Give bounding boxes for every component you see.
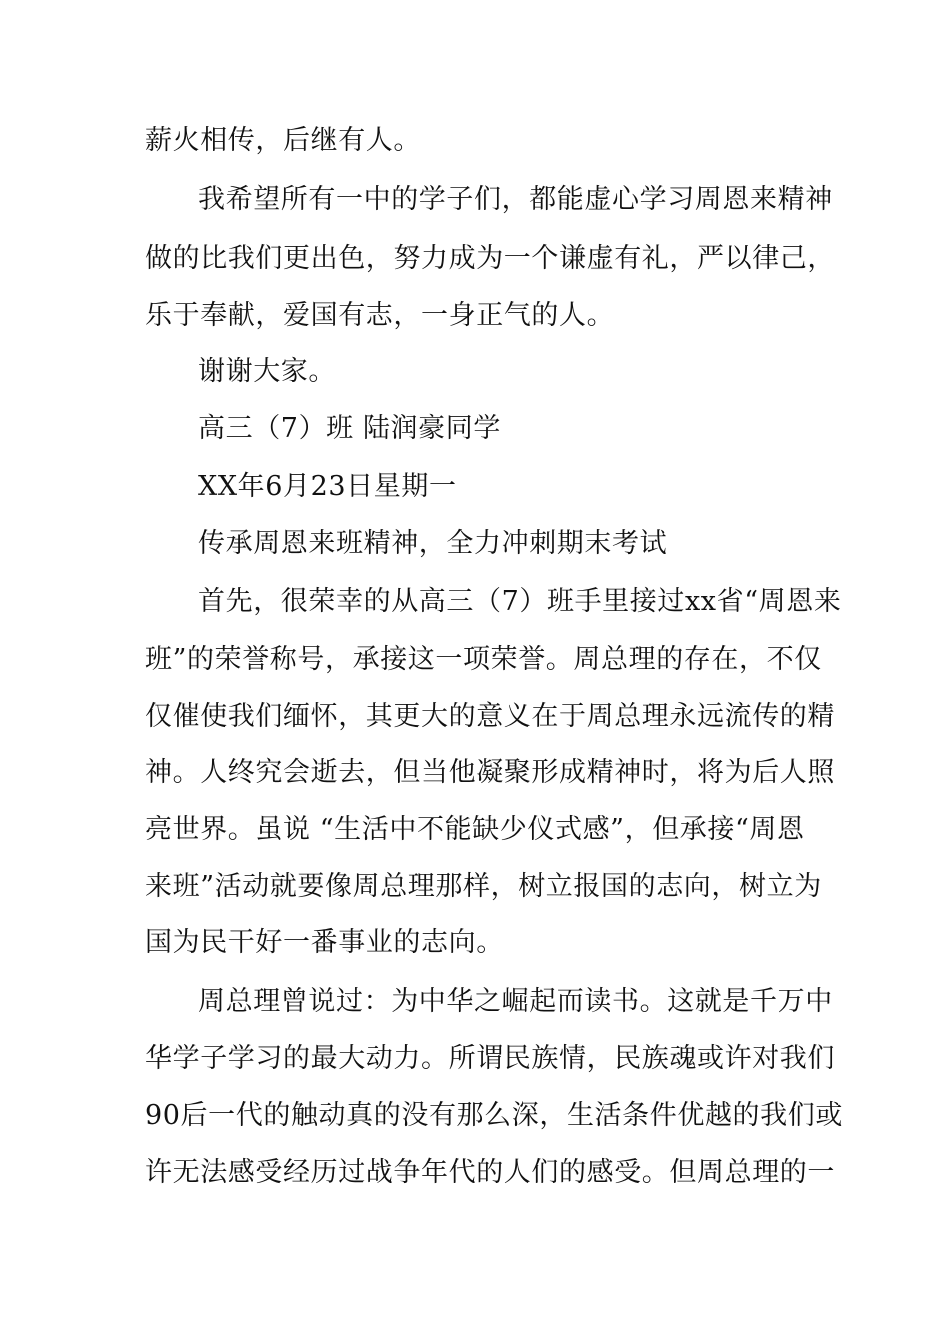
text-line: 高三（7）班 陆润豪同学 [198,413,501,444]
text-line: 做的比我们更出色，努力成为一个谦虚有礼，严以律己， [145,243,835,274]
text-line: 乐于奉献，爱国有志，一身正气的人。 [145,300,615,331]
text-line: 我希望所有一中的学子们，都能虚心学习周恩来精神 [198,184,833,215]
text-line: 来班”活动就要像周总理那样，树立报国的志向，树立为 [145,871,822,902]
text-line: 班”的荣誉称号，承接这一项荣誉。周总理的存在，不仅 [145,644,822,675]
text-line: 传承周恩来班精神，全力冲刺期末考试 [198,528,668,559]
text-line: 许无法感受经历过战争年代的人们的感受。但周总理的一 [145,1157,835,1188]
text-line: XX年6月23日星期一 [198,471,457,502]
text-line: 国为民干好一番事业的志向。 [145,927,504,958]
text-line: 首先，很荣幸的从高三（7）班手里接过xx省“周恩来 [198,586,842,617]
text-line: 华学子学习的最大动力。所谓民族情，民族魂或许对我们 [145,1043,835,1074]
text-line: 薪火相传，后继有人。 [145,125,421,156]
text-line: 周总理曾说过：为中华之崛起而读书。这就是千万中 [198,986,833,1017]
text-line: 亮世界。虽说 “生活中不能缺少仪式感”，但承接“周恩 [145,814,805,845]
text-line: 神。人终究会逝去，但当他凝聚形成精神时，将为后人照 [145,757,835,788]
text-line: 仅催使我们缅怀，其更大的意义在于周总理永远流传的精 [145,701,835,732]
text-line: 90后一代的触动真的没有那么深，生活条件优越的我们或 [145,1100,843,1131]
text-line: 谢谢大家。 [198,356,336,387]
